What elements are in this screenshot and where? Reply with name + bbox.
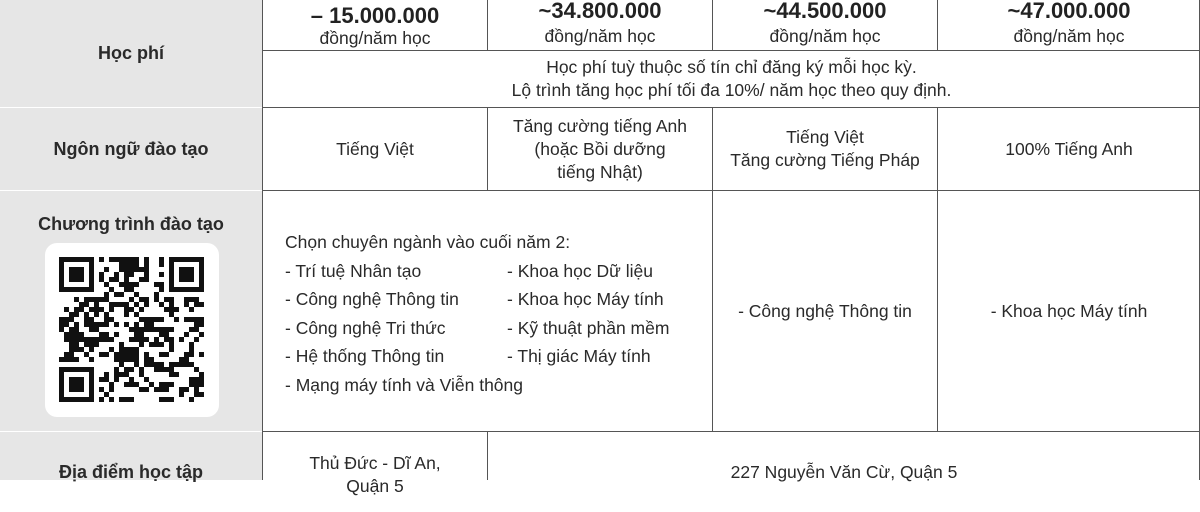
header-language-label: Ngôn ngữ đào tạo xyxy=(53,138,209,159)
program-specializations xyxy=(285,228,715,399)
col-divider xyxy=(487,0,488,50)
program-list-item: - Công nghệ Thông tin xyxy=(285,289,459,309)
tuition-col3-amount: ~44.500.000 xyxy=(763,0,887,23)
col-divider xyxy=(712,0,713,50)
language-col3 xyxy=(713,108,937,190)
col-divider xyxy=(712,107,713,191)
tuition-col2-amount: ~34.800.000 xyxy=(538,0,662,23)
col-divider xyxy=(937,190,938,432)
tuition-note-line2: Lộ trình tăng học phí tối đa 10%/ năm học theo quy định. xyxy=(511,80,952,100)
program-intro: Chọn chuyên ngành vào cuối năm 2: xyxy=(285,232,571,252)
row-divider xyxy=(263,50,1200,51)
tuition-col1 xyxy=(263,0,487,52)
col-divider xyxy=(937,0,938,50)
language-col1-text: Tiếng Việt xyxy=(336,138,414,159)
header-location xyxy=(0,432,262,480)
language-col1 xyxy=(263,108,487,190)
col-divider xyxy=(712,190,713,432)
header-location-label: Địa điểm học tập xyxy=(58,462,204,482)
program-col4-text: - Khoa học Máy tính xyxy=(990,300,1148,321)
program-list-item: - Công nghệ Tri thức xyxy=(285,317,446,338)
language-col2-line1: Tăng cường tiếng Anh xyxy=(512,115,687,136)
tuition-col2-unit: đồng/năm học xyxy=(544,26,656,46)
program-list-item: - Hệ thống Thông tin xyxy=(285,346,445,366)
location-col1 xyxy=(263,432,487,512)
language-col2-line2: (hoặc Bồi dưỡng xyxy=(534,138,666,159)
header-language xyxy=(0,108,262,190)
col-divider xyxy=(487,431,488,480)
header-program-label: Chương trình đào tạo xyxy=(38,214,224,234)
tuition-note-line1: Học phí tuỳ thuộc số tín chỉ đăng ký mỗi học kỳ. xyxy=(546,57,917,77)
qr-code-card xyxy=(45,243,219,417)
header-tuition-label: Học phí xyxy=(98,43,164,63)
tuition-col4-amount: ~47.000.000 xyxy=(1007,0,1131,23)
col-divider xyxy=(937,107,938,191)
program-list-item: - Khoa học Dữ liệu xyxy=(507,260,653,281)
program-list xyxy=(285,257,715,400)
language-col4-text: 100% Tiếng Anh xyxy=(1005,138,1133,159)
program-col3 xyxy=(713,191,937,431)
location-col1-line1: Thủ Đức - Dĩ An, xyxy=(309,453,441,473)
language-col3-line2: Tăng cường Tiếng Pháp xyxy=(730,150,920,170)
tuition-col4 xyxy=(938,0,1200,48)
program-list-item: - Mạng máy tính và Viễn thông xyxy=(285,374,524,395)
tuition-col2 xyxy=(488,0,712,48)
tuition-col3-unit: đồng/năm học xyxy=(769,26,881,46)
location-address: 227 Nguyễn Văn Cừ, Quận 5 xyxy=(730,462,958,482)
language-col3-line1: Tiếng Việt xyxy=(786,127,864,147)
header-tuition xyxy=(0,0,262,107)
tuition-col1-unit: đồng/năm học xyxy=(319,28,431,48)
row-divider xyxy=(263,190,1200,191)
col-divider xyxy=(262,0,263,480)
language-col2-line3: tiếng Nhật) xyxy=(557,161,643,182)
tuition-col4-unit: đồng/năm học xyxy=(1013,26,1125,46)
language-col4 xyxy=(938,108,1200,190)
program-list-item: - Thị giác Máy tính xyxy=(507,346,651,366)
language-col2 xyxy=(488,108,712,190)
row-divider xyxy=(263,431,1200,432)
qr-code-icon xyxy=(45,243,219,417)
tuition-note xyxy=(263,51,1200,107)
location-col234 xyxy=(488,432,1200,480)
program-list-item: - Trí tuệ Nhân tạo xyxy=(285,260,422,281)
tuition-col3 xyxy=(713,0,937,48)
col-divider xyxy=(487,107,488,191)
tuition-col1-amount: – 15.000.000 xyxy=(310,3,440,28)
location-col1-line2: Quận 5 xyxy=(346,476,404,496)
program-col4 xyxy=(938,191,1200,431)
row-divider xyxy=(263,107,1200,108)
program-col3-text: - Công nghệ Thông tin xyxy=(738,300,912,321)
program-list-item: - Khoa học Máy tính xyxy=(507,289,664,309)
program-list-item: - Kỹ thuật phần mềm xyxy=(507,317,670,338)
